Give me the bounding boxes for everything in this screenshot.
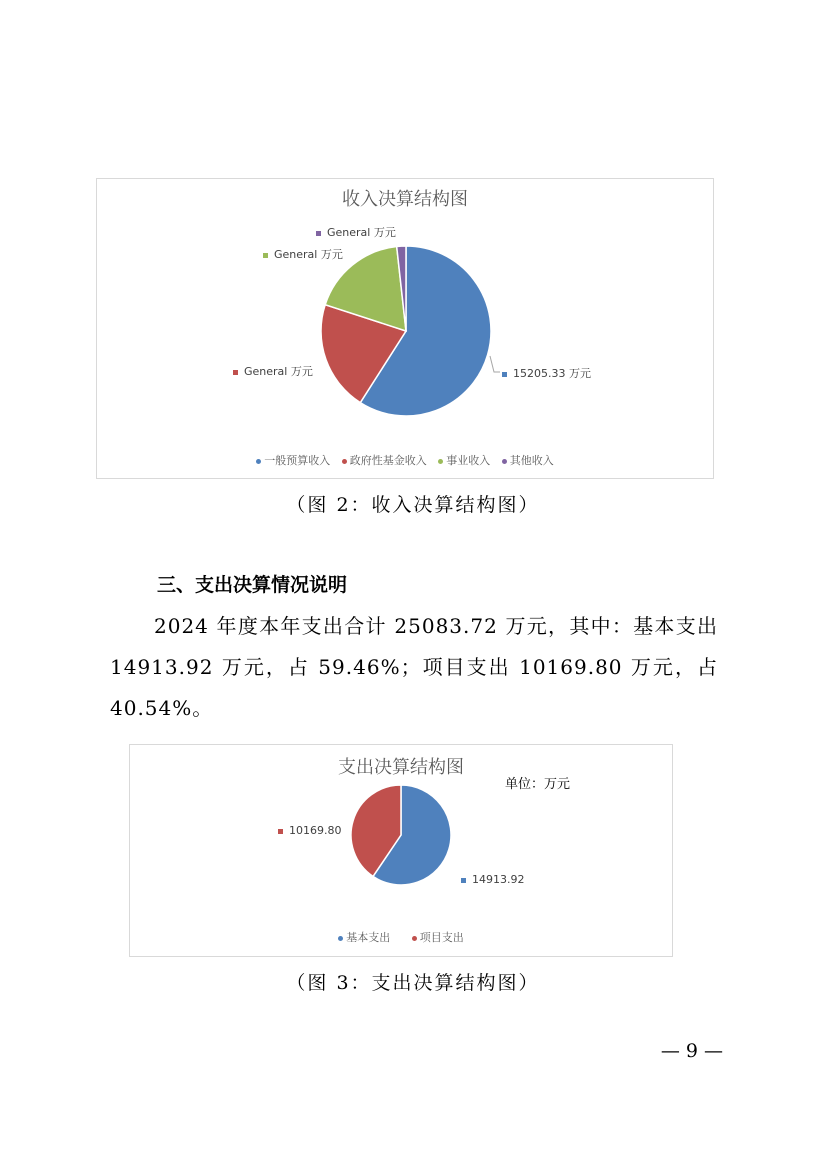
legend-item <box>256 452 330 468</box>
legend-marker-icon <box>256 459 261 464</box>
leader-line <box>490 356 500 372</box>
legend-marker-icon <box>412 936 417 941</box>
figure-caption: （图 2：收入决算结构图） <box>286 494 540 516</box>
expenditure-structure-chart <box>129 744 673 957</box>
legend-label: 政府性基金收入 <box>349 454 427 467</box>
legend-marker-icon <box>502 459 507 464</box>
legend-label: 事业收入 <box>446 454 491 467</box>
data-label-business <box>263 246 343 262</box>
income-pie <box>97 179 713 478</box>
legend-label: 基本支出 <box>346 931 391 944</box>
data-label-budget <box>502 365 591 381</box>
section-paragraph: 2024 年度本年支出合计 25083.72 万元，其中：基本支出 14913.92 万元，占 59.46%；项目支出 10169.80 万元，占 40.54%。 <box>110 614 718 720</box>
legend-label: 一般预算收入 <box>264 454 331 467</box>
data-label-other <box>316 224 396 240</box>
data-label-fund <box>233 363 313 379</box>
legend-marker-icon <box>342 459 347 464</box>
section-heading: 三、支出决算情况说明 <box>157 574 348 596</box>
chart-title: 支出决算结构图 <box>338 757 464 778</box>
unit-label: 单位：万元 <box>505 777 571 792</box>
data-label-text: 10169.80 <box>289 824 342 837</box>
marker-icon <box>502 372 507 377</box>
legend-marker-icon <box>338 936 343 941</box>
legend-label: 项目支出 <box>419 931 464 944</box>
chart-title: 收入决算结构图 <box>342 189 468 210</box>
legend-item <box>338 929 390 945</box>
data-label-text: 15205.33 万元 <box>513 367 591 380</box>
legend-label: 其他收入 <box>509 454 554 467</box>
chart-legend <box>130 929 672 945</box>
marker-icon <box>461 878 466 883</box>
legend-item <box>412 929 464 945</box>
marker-icon <box>263 253 268 258</box>
data-label-basic <box>461 873 525 886</box>
figure-caption: （图 3：支出决算结构图） <box>286 972 540 994</box>
data-label-text: General 万元 <box>274 248 343 261</box>
income-structure-chart <box>96 178 714 479</box>
marker-icon <box>233 370 238 375</box>
legend-item <box>438 452 490 468</box>
page-number: — 9 — <box>660 1040 723 1062</box>
chart-legend <box>97 452 713 468</box>
legend-item <box>502 452 554 468</box>
legend-item <box>342 452 427 468</box>
expenditure-pie <box>130 745 672 956</box>
marker-icon <box>278 829 283 834</box>
legend-marker-icon <box>438 459 443 464</box>
marker-icon <box>316 231 321 236</box>
data-label-text: General 万元 <box>244 365 313 378</box>
data-label-project <box>278 824 342 837</box>
data-label-text: 14913.92 <box>472 873 525 886</box>
data-label-text: General 万元 <box>327 226 396 239</box>
